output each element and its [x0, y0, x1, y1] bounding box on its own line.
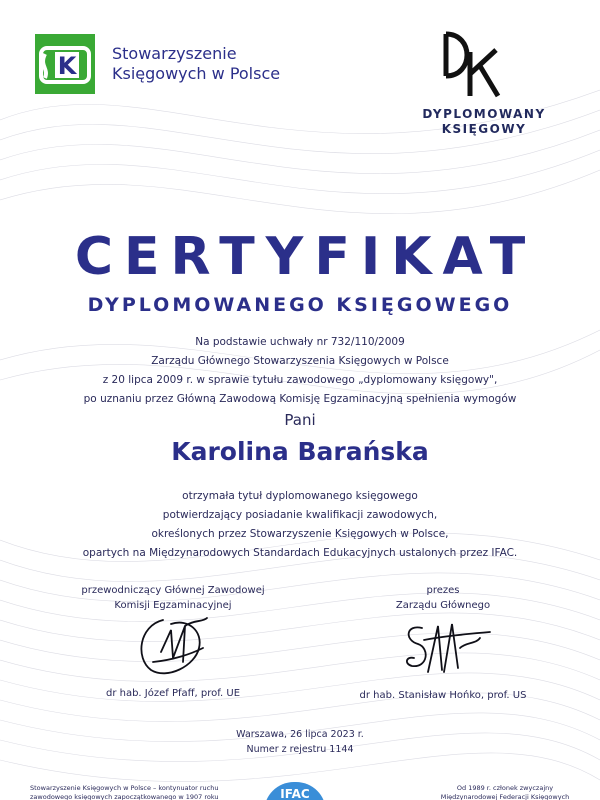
- dk-monogram-icon: [440, 30, 530, 100]
- award-line: otrzymała tytuł dyplomowanego księgowego: [182, 490, 418, 502]
- footer-right-line1: Od 1989 r. członek zwyczajny: [456, 784, 554, 792]
- signatory-right-role: [330, 583, 556, 613]
- certificate-subtitle: DYPLOMOWANEGO KSIĘGOWEGO: [87, 294, 513, 316]
- signature-left: [133, 612, 213, 680]
- ifac-logo-icon: IFAC: [264, 782, 326, 800]
- award-line: opartych na Międzynarodowych Standardach Edukacyjnych ustalonych przez IFAC.: [82, 547, 518, 559]
- registry-number: Numer z rejestru 1144: [246, 744, 354, 755]
- issue-place-date: [0, 727, 600, 757]
- recipient-name: Karolina Barańska: [171, 437, 429, 466]
- ks-logo-icon: [35, 34, 95, 94]
- signatory-role-line1: prezes: [426, 585, 460, 596]
- footer-left-line1: Stowarzyszenie Księgowych w Polsce – kontynuator ruchu: [30, 784, 219, 792]
- signatory-role-line2: Komisji Egzaminacyjnej: [114, 600, 232, 611]
- intro-line: Na podstawie uchwały nr 732/110/2009: [195, 336, 405, 348]
- signatory-role-line1: przewodniczący Głównej Zawodowej: [81, 585, 265, 596]
- signatory-left-role: [60, 583, 286, 613]
- footer-right-note: [420, 784, 590, 800]
- designation-caption-line2: KSIĘGOWY: [441, 122, 527, 136]
- footer-left-note: [30, 784, 220, 800]
- issuer-name-line2: Księgowych w Polsce: [112, 64, 281, 83]
- footer-left-line2: zawodowego księgowych zapoczątkowanego w 1907 roku: [30, 793, 219, 800]
- intro-line: z 20 lipca 2009 r. w sprawie tytułu zawodowego „dyplomowany księgowy",: [102, 374, 498, 386]
- signatory-left-name: dr hab. Józef Pfaff, prof. UE: [105, 688, 241, 699]
- signatory-role-line2: Zarządu Głównego: [395, 600, 491, 611]
- intro-line: po uznaniu przez Główną Zawodową Komisję Egzaminacyjną spełnienia wymogów: [83, 393, 517, 405]
- award-line: określonych przez Stowarzyszenie Księgowych w Polsce,: [151, 528, 449, 540]
- designation-caption-line1: DYPLOMOWANY: [422, 107, 546, 121]
- award-text: [0, 487, 600, 563]
- ks-logo-letter: K: [57, 52, 77, 80]
- intro-text: [0, 333, 600, 409]
- issuer-name-line1: Stowarzyszenie: [112, 44, 237, 63]
- footer-right-line2: Międzynarodowej Federacji Księgowych: [440, 793, 570, 800]
- signatory-right-name: dr hab. Stanisław Hońko, prof. US: [359, 690, 527, 701]
- salutation: Pani: [284, 411, 316, 429]
- award-line: potwierdzający posiadanie kwalifikacji zawodowych,: [162, 509, 438, 521]
- designation-caption: [404, 107, 564, 137]
- intro-line: Zarządu Głównego Stowarzyszenia Księgowych w Polsce: [151, 355, 449, 367]
- place-date-line: Warszawa, 26 lipca 2023 r.: [236, 729, 364, 740]
- signature-right: [400, 618, 492, 678]
- certificate-title: CERTYFIKAT: [74, 227, 537, 287]
- issuer-name: [112, 44, 280, 84]
